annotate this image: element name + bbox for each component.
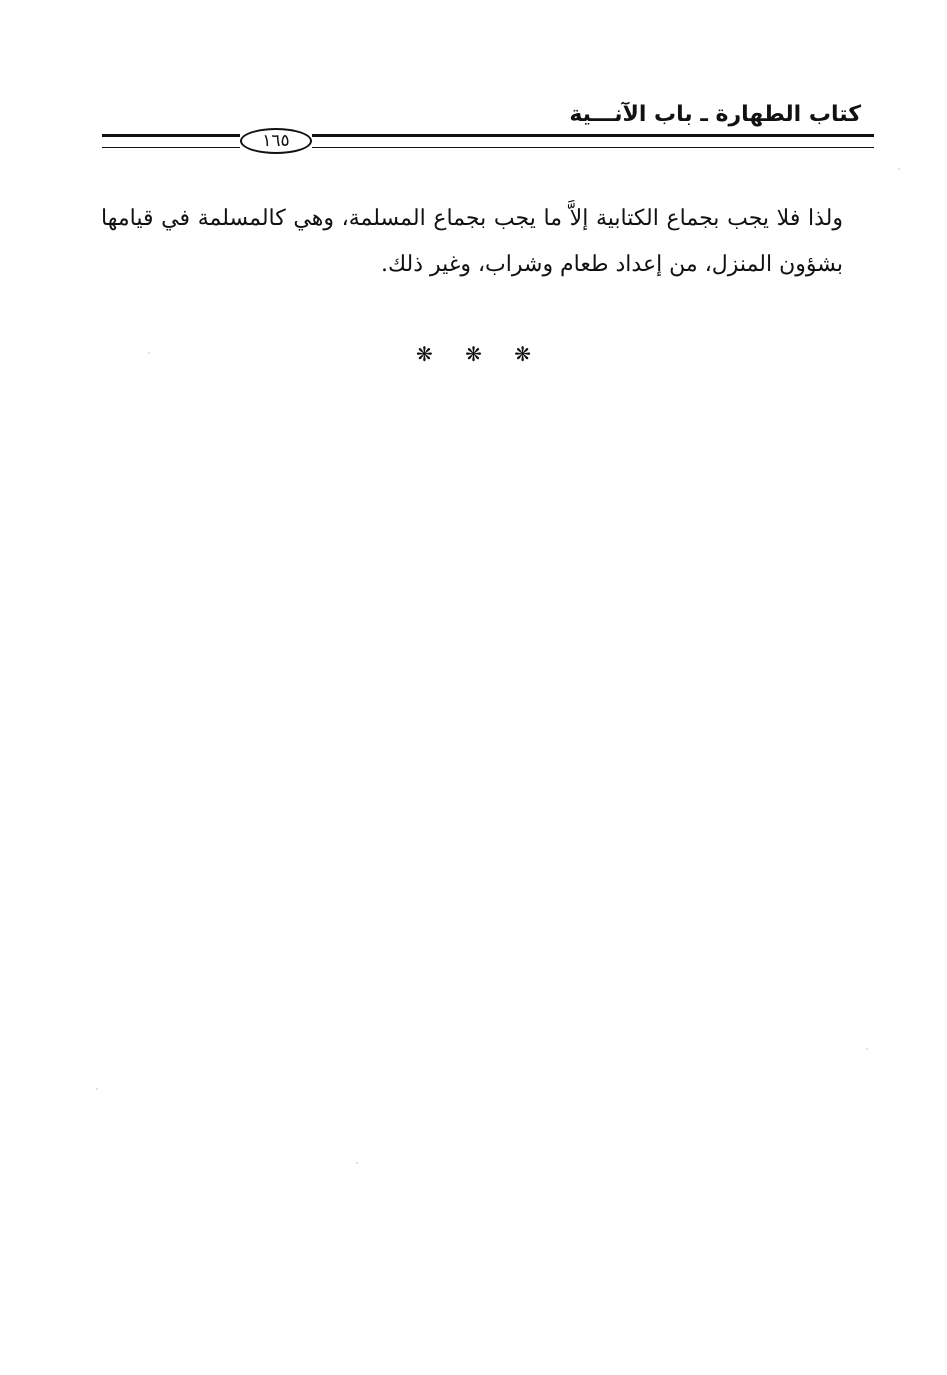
scan-speck xyxy=(96,1088,98,1090)
scan-speck xyxy=(356,1162,358,1164)
page-number: ١٦٥ xyxy=(240,128,312,154)
header-rule-right xyxy=(312,134,874,148)
scan-speck xyxy=(866,1048,868,1050)
scan-speck xyxy=(898,168,900,170)
body-paragraph: ولذا فلا يجب بجماع الكتابية إلاَّ ما يجب بجماع المسلمة، وهي كالمسلمة في قيامها بشؤون المنزل، من إعداد طعام وشراب، وغير ذلك. xyxy=(101,206,843,277)
header-rule-left xyxy=(102,134,240,148)
section-separator-asterisks: ❋ ❋ ❋ xyxy=(416,342,531,366)
running-title: كتاب الطهارة ـ باب الآنـــية xyxy=(569,102,861,127)
scan-speck xyxy=(148,352,150,354)
